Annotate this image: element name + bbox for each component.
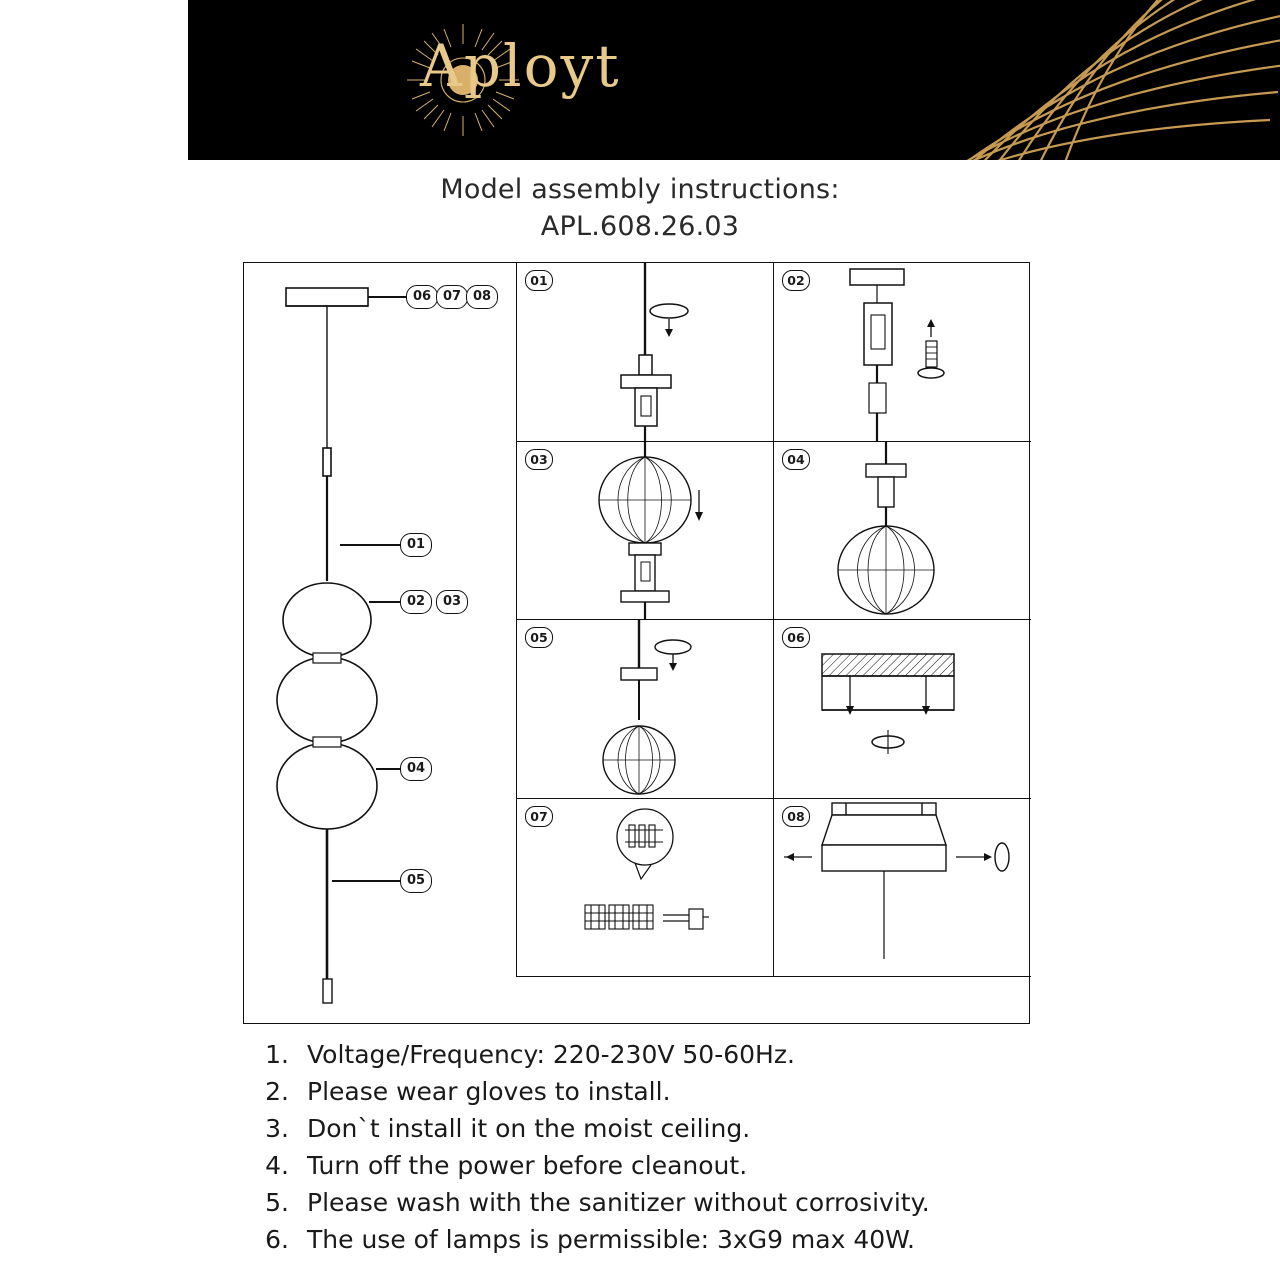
list-item: [243, 1077, 1143, 1106]
callout-04: 04: [400, 757, 432, 781]
step-05-drawing: [517, 620, 774, 799]
step-02: [774, 263, 1031, 442]
step-06-drawing: [774, 620, 1031, 799]
note-number: 1.: [265, 1040, 289, 1069]
step-07: [517, 799, 774, 978]
note-text: Don`t install it on the moist ceiling.: [307, 1114, 751, 1143]
note-text: The use of lamps is permissible: 3xG9 max 40W.: [307, 1225, 915, 1254]
instructions-list: [243, 1040, 1143, 1262]
step-number-06: 06: [782, 627, 810, 648]
title-line-1: Model assembly instructions:: [440, 174, 840, 205]
step-03: [517, 442, 774, 621]
note-text: Voltage/Frequency: 220-230V 50-60Hz.: [307, 1040, 795, 1069]
step-01: [517, 263, 774, 442]
callout-01: 01: [400, 533, 432, 557]
step-number-02: 02: [782, 270, 810, 291]
callout-06: 06: [406, 285, 438, 309]
note-text: Please wash with the sanitizer without corrosivity.: [307, 1188, 930, 1217]
note-text: Please wear gloves to install.: [307, 1077, 671, 1106]
step-04: [774, 442, 1031, 621]
callout-07: 07: [436, 285, 468, 309]
step-04-drawing: [774, 442, 1031, 621]
step-03-drawing: [517, 442, 774, 621]
note-text: Turn off the power before cleanout.: [307, 1151, 748, 1180]
leader-line-02: [369, 601, 401, 603]
radial-rays-icon: [800, 0, 1280, 160]
step-number-01: 01: [525, 270, 553, 291]
step-08-drawing: [774, 799, 1031, 978]
callout-05: 05: [400, 869, 432, 893]
note-number: 6.: [265, 1225, 289, 1254]
note-number: 5.: [265, 1188, 289, 1217]
step-05: [517, 620, 774, 799]
step-number-07: 07: [525, 806, 553, 827]
callout-08: 08: [466, 285, 498, 309]
note-number: 4.: [265, 1151, 289, 1180]
step-06: [774, 620, 1031, 799]
callout-03: 03: [436, 590, 468, 614]
list-item: [243, 1040, 1143, 1069]
assembly-diagram-frame: [243, 262, 1030, 1024]
callout-02: 02: [400, 590, 432, 614]
step-02-drawing: [774, 263, 1031, 442]
step-07-drawing: [517, 799, 774, 978]
header-banner: [188, 0, 1280, 160]
list-item: [243, 1188, 1143, 1217]
leader-line-04: [376, 768, 402, 770]
exploded-lamp-drawing: [244, 263, 516, 1025]
steps-grid: [516, 263, 1031, 977]
step-number-05: 05: [525, 627, 553, 648]
step-number-03: 03: [525, 449, 553, 470]
leader-line-01: [340, 544, 400, 546]
exploded-view-panel: [244, 263, 516, 1023]
step-number-04: 04: [782, 449, 810, 470]
step-number-08: 08: [782, 806, 810, 827]
list-item: [243, 1225, 1143, 1254]
page-title: [0, 174, 1280, 242]
list-item: [243, 1114, 1143, 1143]
note-number: 2.: [265, 1077, 289, 1106]
leader-line-top: [368, 296, 408, 298]
step-08: [774, 799, 1031, 978]
leader-line-05: [332, 880, 402, 882]
brand-name: Aployt: [420, 32, 621, 100]
title-line-2: APL.608.26.03: [540, 211, 740, 242]
note-number: 3.: [265, 1114, 289, 1143]
list-item: [243, 1151, 1143, 1180]
step-01-drawing: [517, 263, 774, 442]
